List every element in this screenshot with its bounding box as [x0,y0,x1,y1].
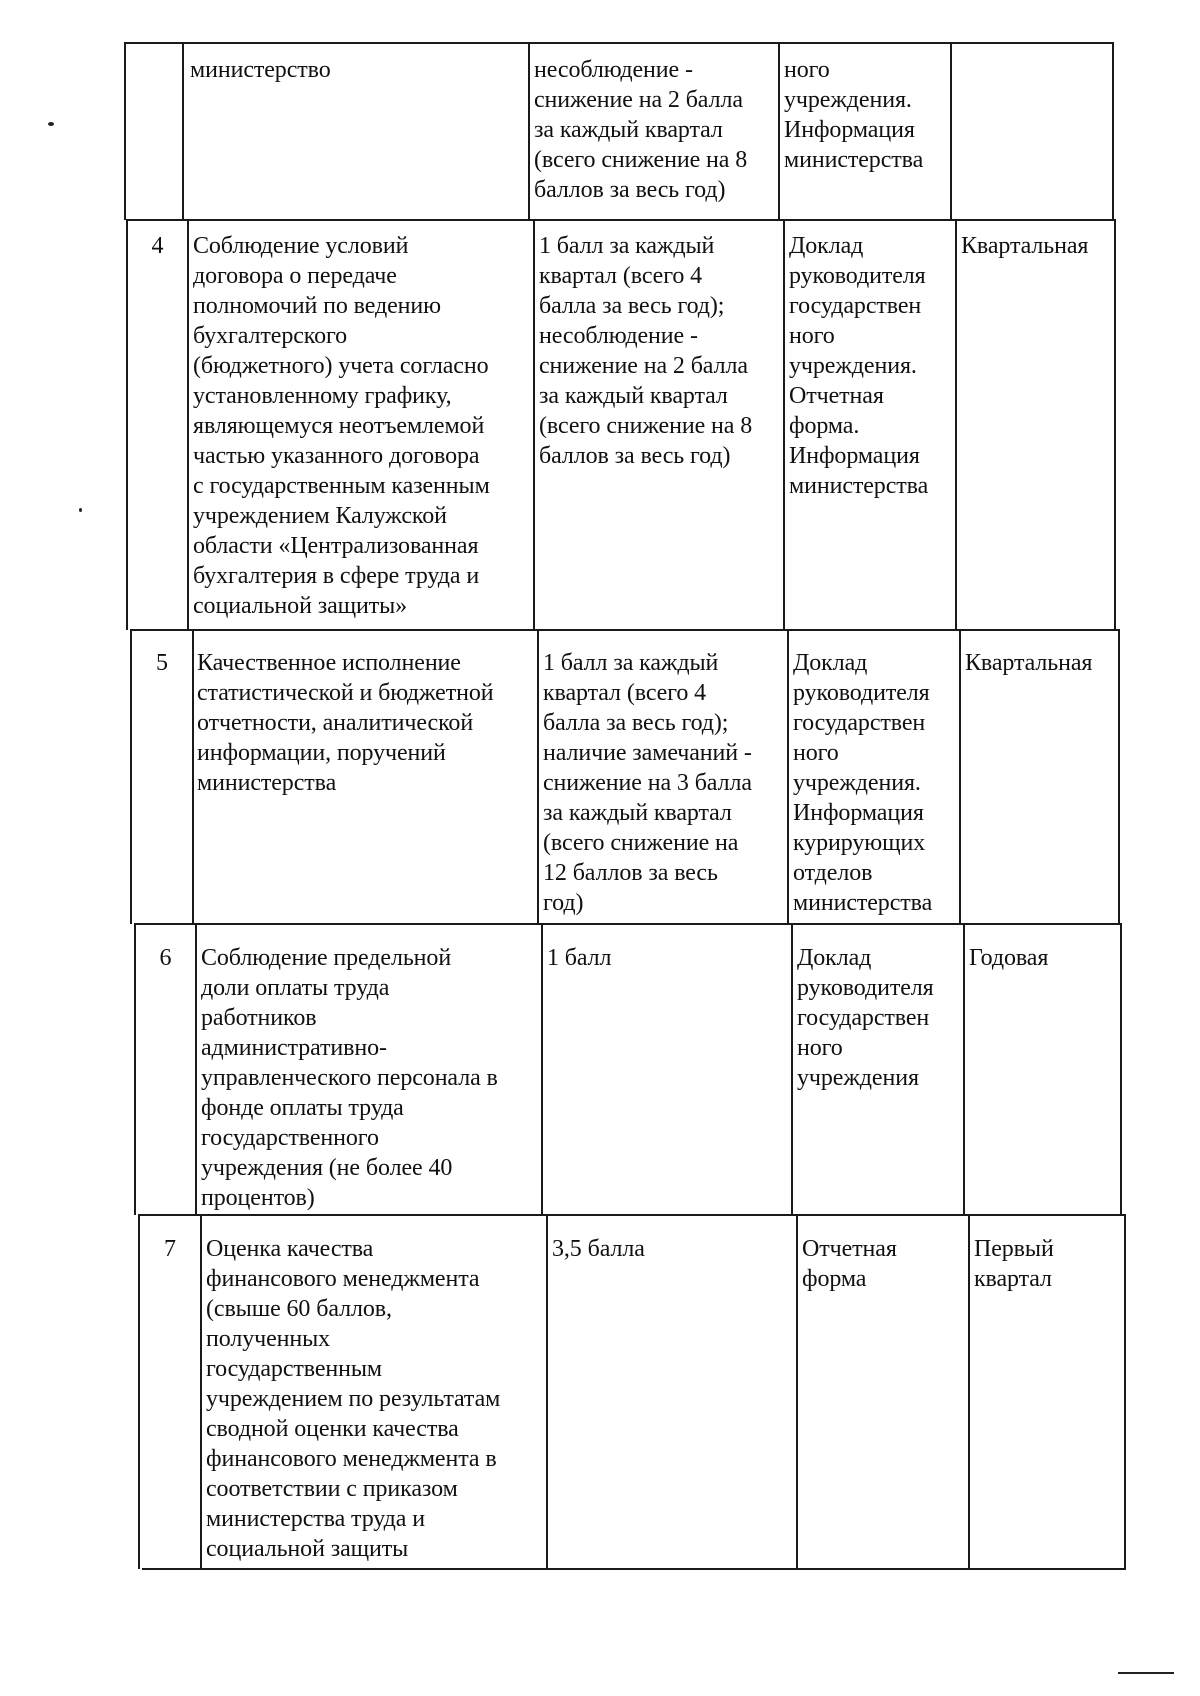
score-text: 1 балл за каждый квартал (всего 4 балла за весь год); наличие замечаний - снижение на 3 балла за каждый квартал (всего снижение на 12 баллов за весь год) [543,650,752,916]
criterion-text: Оценка качества финансового менеджмента (свыше 60 баллов, полученных государственным учреждением по результатам сводной оценки качества финансового менеджмента в соответствии с приказом министерства труда и социальной защиты [206,1236,501,1562]
score-text: несоблюдение - снижение на 2 балла за каждый квартал (всего снижение на 8 баллов за весь год) [534,57,748,203]
row-number: 5 [156,650,168,676]
row-number: 6 [159,945,172,971]
row-number: 7 [164,1236,176,1262]
source-text: Доклад руководителя государствен ного учреждения [797,945,934,1091]
period-text: Годовая [969,945,1049,971]
period-text: Квартальная [961,233,1089,259]
source-text: Отчетная форма [802,1236,897,1292]
source-text: Доклад руководителя государствен ного учреждения. Информация курирующих отделов министерства [793,650,933,916]
score-text: 1 балл [547,945,612,971]
source-text: ного учреждения. Информация министерства [784,57,924,173]
criterion-text: министерство [190,57,331,83]
score-text: 1 балл за каждый квартал (всего 4 балла за весь год); несоблюдение - снижение на 2 балла за каждый квартал (всего снижение на 8 баллов за весь год) [539,233,753,469]
criterion-text: Соблюдение предельной доли оплаты труда работников административно- управленческого персонала в фонде оплаты труда государственного учреждения (не более 40 процентов) [201,945,498,1211]
criterion-text: Качественное исполнение статистической и бюджетной отчетности, аналитической информации, поручений министерства [197,650,494,796]
period-text: Первый квартал [974,1236,1054,1292]
period-text: Квартальная [965,650,1093,676]
score-text: 3,5 балла [552,1236,645,1262]
criterion-text: Соблюдение условий договора о передаче полномочий по ведению бухгалтерского (бюджетного) учета согласно установленному графику, являющемуся неотъемлемой частью указанного договора с государственным казенным учреждением Калужской области «Централизованная бухгалтерия в сфере труда и социальной защиты» [193,233,490,619]
row-number: 4 [151,233,164,259]
footer-rule [1118,1672,1174,1674]
source-text: Доклад руководителя государствен ного учреждения. Отчетная форма. Информация министерства [789,233,929,499]
